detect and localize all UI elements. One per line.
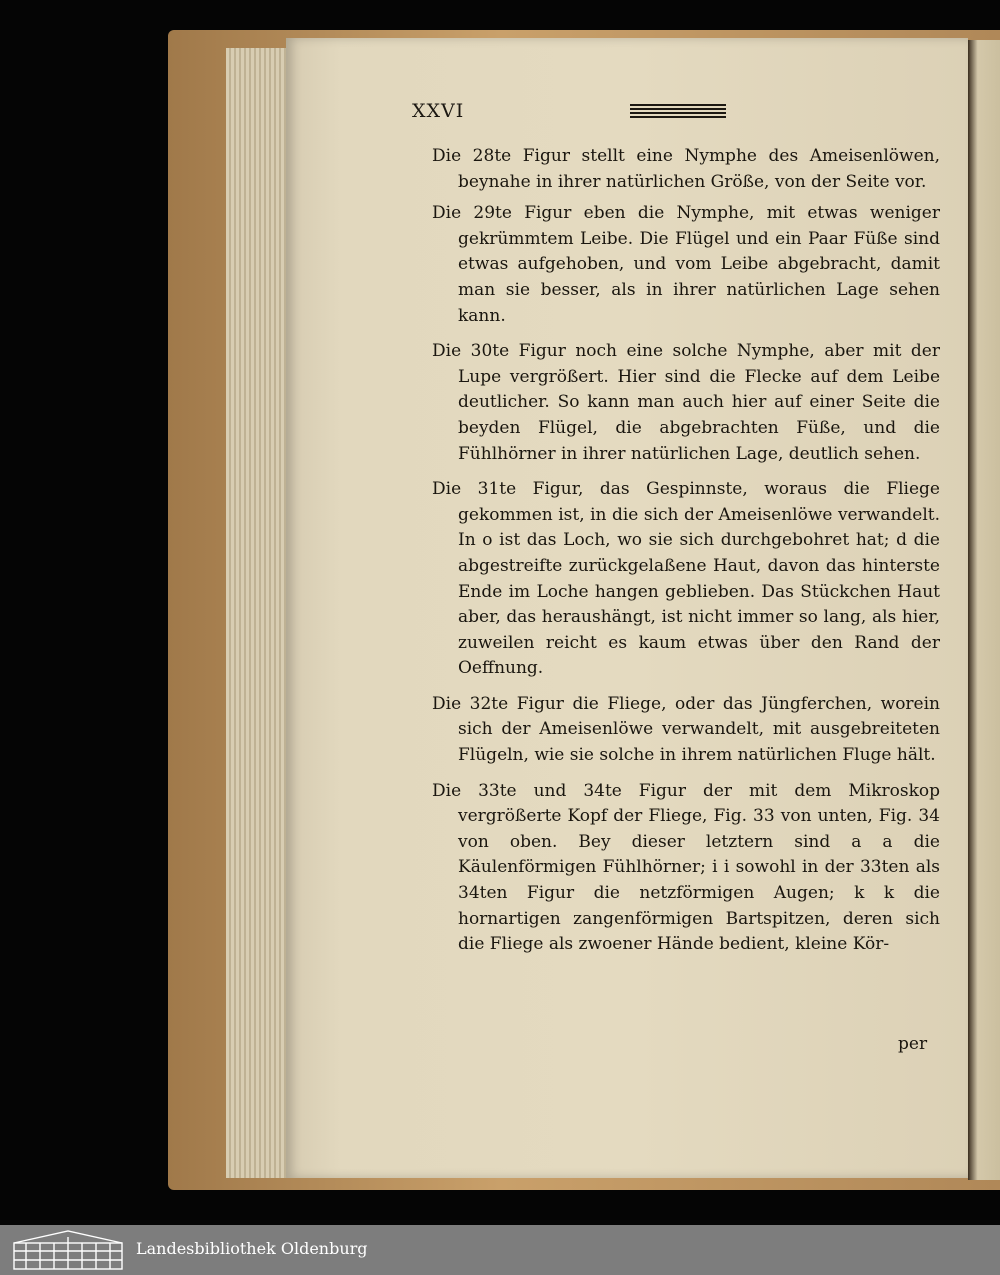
page-header [412,100,942,128]
catchword: per [898,1034,928,1054]
library-name: Landesbibliothek Oldenburg [136,1239,368,1258]
page-body-text [432,144,940,968]
figure-entry-32: Die 32te Figur die Fliege, oder das Jüngferchen, worein sich der Ameisenlöwe verwandelt, mit ausgebreiteten Flügeln, wie sie solche in ihrem natürlichen Fluge hält. [432,693,940,766]
figure-entry-28: Die 28te Figur stellt eine Nymphe des Ameisenlöwen, beynahe in ihrer natürlichen Größe, von der Seite vor. [432,146,940,192]
header-rule-ornament [630,104,726,118]
facing-page-edge [968,40,1000,1180]
figure-entry-29: Die 29te Figur eben die Nymphe, mit etwas weniger gekrümmtem Leibe. Die Flügel und ein Paar Füße sind etwas aufgehoben, und vom Leibe abgebracht, damit man sie besser, als in ihrer natürlichen Lage sehen kann. [432,203,940,326]
figure-entry-31: Die 31te Figur, das Gespinnste, woraus die Fliege gekommen ist, in die sich der Ameisenlöwe verwandelt. In o ist das Loch, wo sie sich durchgebohret hat; d die abgestreifte zurückgelaßene Haut, davon das hinterste Ende im Loche hangen geblieben. Das Stückchen Haut aber, das heraushängt, ist nicht immer so lang, als hier, zuweilen reicht es kaum etwas über den Rand der Oeffnung. [432,479,940,679]
library-building-icon [12,1229,124,1271]
figure-entry-33-34: Die 33te und 34te Figur der mit dem Mikroskop vergrößerte Kopf der Fliege, Fig. 33 von unten, Fig. 34 von oben. Bey dieser letztern sind a a die Käulenförmigen Fühlhörner; i i sowohl in der 33ten als 34ten Figur die netzförmigen Augen; k k die hornartigen zangenförmigen Bartspitzen, deren sich die Fliege als zwoener Hände bedient, kleine Kör- [432,780,940,955]
library-footer [0,1225,1000,1275]
figure-entry-30: Die 30te Figur noch eine solche Nymphe, aber mit der Lupe vergrößert. Hier sind die Flecke auf dem Leibe deutlicher. So kann man auch hier auf einer Seite die beyden Flügel, die abgebrachten Füße, und die Fühlhörner in ihrer natürlichen Lage, deutlich sehen. [432,341,940,464]
page-number: XXVI [412,100,465,122]
